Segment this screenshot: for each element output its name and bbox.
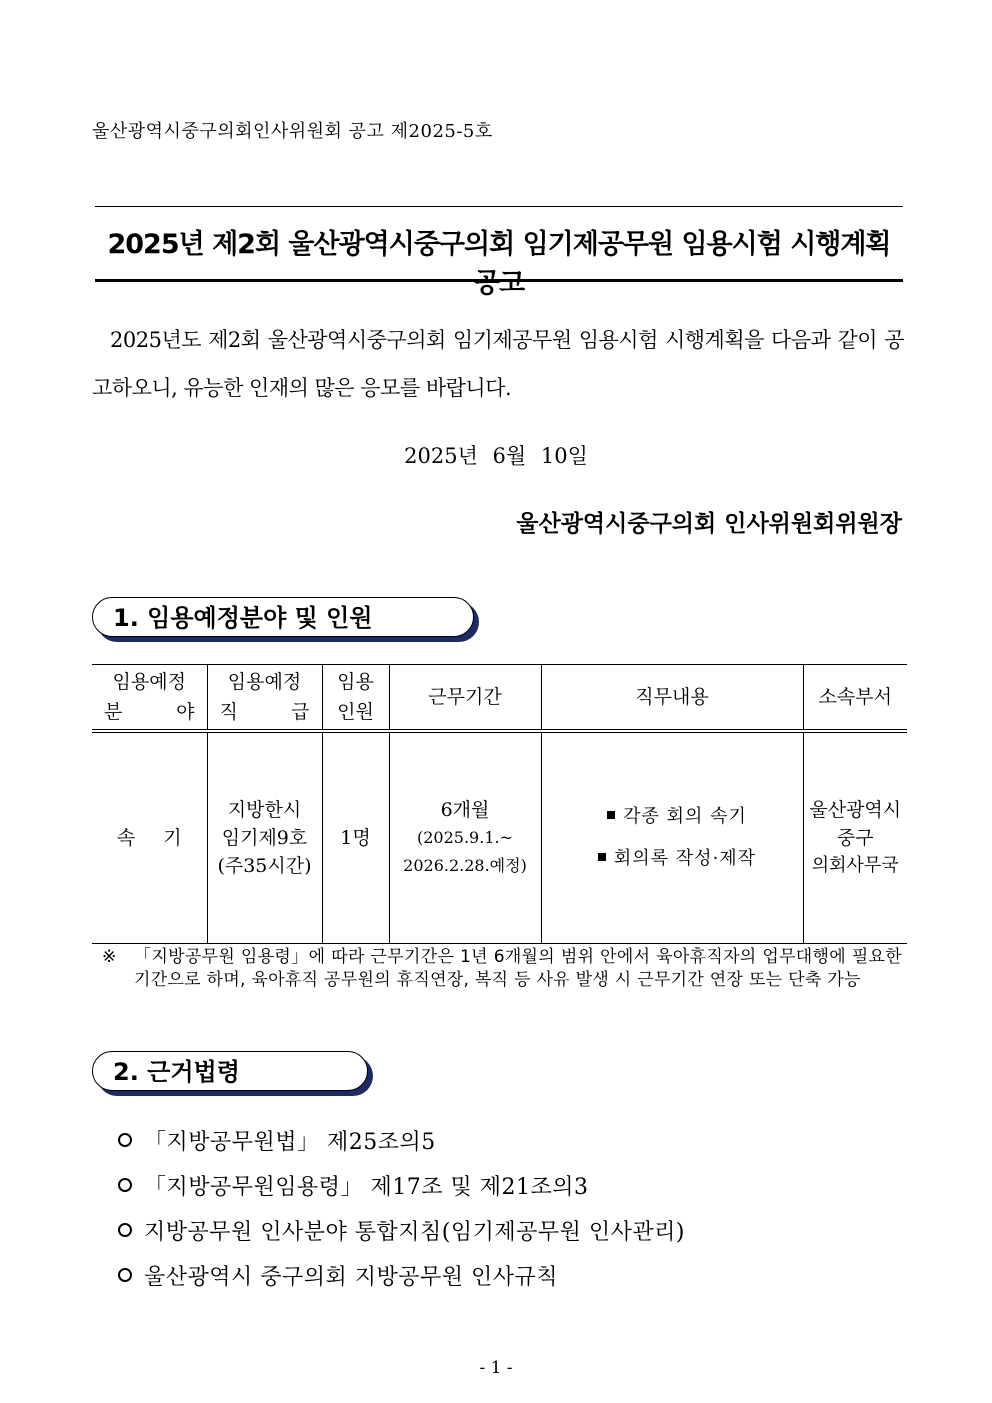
square-bullet-icon [598, 853, 606, 861]
header-field: 임용예정 분 야 [92, 665, 207, 732]
circle-bullet-icon [118, 1268, 132, 1282]
cell-grade: 지방한시 임기제9호 (주35시간) [207, 731, 322, 944]
circle-bullet-icon [118, 1178, 132, 1192]
list-item: 회의록 작성·제작 [552, 838, 803, 880]
circle-bullet-icon [118, 1133, 132, 1147]
table-row [92, 731, 907, 944]
notice-number: 울산광역시중구의회인사위원회 공고 제2025-5호 [92, 121, 493, 142]
cell-period: 6개월 (2025.9.1.~ 2026.2.28.예정) [389, 731, 541, 944]
title-rule-top [95, 206, 903, 207]
legal-basis-list [118, 1120, 685, 1300]
header-dept: 소속부서 [803, 665, 907, 732]
intro-paragraph: 2025년도 제2회 울산광역시중구의회 임기제공무원 임용시험 시행계획을 다음과 같이 공고하오니, 유능한 인재의 많은 응모를 바랍니다. [92, 328, 904, 400]
cell-dept: 울산광역시 중구 의회사무국 [803, 731, 907, 944]
list-item: 「지방공무원임용령」 제17조 및 제21조의3 [118, 1165, 685, 1210]
list-item: 각종 회의 속기 [552, 796, 803, 838]
page-number: - 1 - [479, 1358, 513, 1378]
header-count: 임용 인원 [322, 665, 389, 732]
section-2-heading: 2. 근거법령 [92, 1051, 368, 1091]
cell-count: 1명 [322, 731, 389, 944]
circle-bullet-icon [118, 1223, 132, 1237]
header-grade: 임용예정 직 급 [207, 665, 322, 732]
list-item: 지방공무원 인사분야 통합지침(임기제공무원 인사관리) [118, 1210, 685, 1255]
cell-field: 속 기 [92, 731, 207, 944]
table-footnote [102, 946, 902, 992]
table-header-row [92, 665, 907, 732]
positions-table [92, 664, 907, 944]
list-item: 울산광역시 중구의회 지방공무원 인사규칙 [118, 1255, 685, 1300]
cell-duties [541, 731, 803, 944]
square-bullet-icon [607, 811, 615, 819]
header-period: 근무기간 [389, 665, 541, 732]
list-item: 「지방공무원법」 제25조의5 [118, 1120, 685, 1165]
issuer: 울산광역시중구의회 인사위원회위원장 [516, 511, 902, 537]
title-rule-bottom [95, 279, 903, 282]
page-title: 2025년 제2회 울산광역시중구의회 임기제공무원 임용시험 시행계획 공고 [107, 229, 891, 299]
announcement-date: 2025년 6월 10일 [404, 444, 588, 468]
reference-mark-icon: ※ [102, 947, 117, 967]
header-duties: 직무내용 [541, 665, 803, 732]
footnote-text: 「지방공무원 임용령」에 따라 근무기간은 1년 6개월의 범위 안에서 육아휴직자의 업무대행에 필요한 기간으로 하며, 육아휴직 공무원의 휴직연장, 복직 등 사유 발생 시 근무기간 연장 또는 단축 가능 [134, 947, 902, 990]
section-1-heading: 1. 임용예정분야 및 인원 [92, 597, 474, 637]
